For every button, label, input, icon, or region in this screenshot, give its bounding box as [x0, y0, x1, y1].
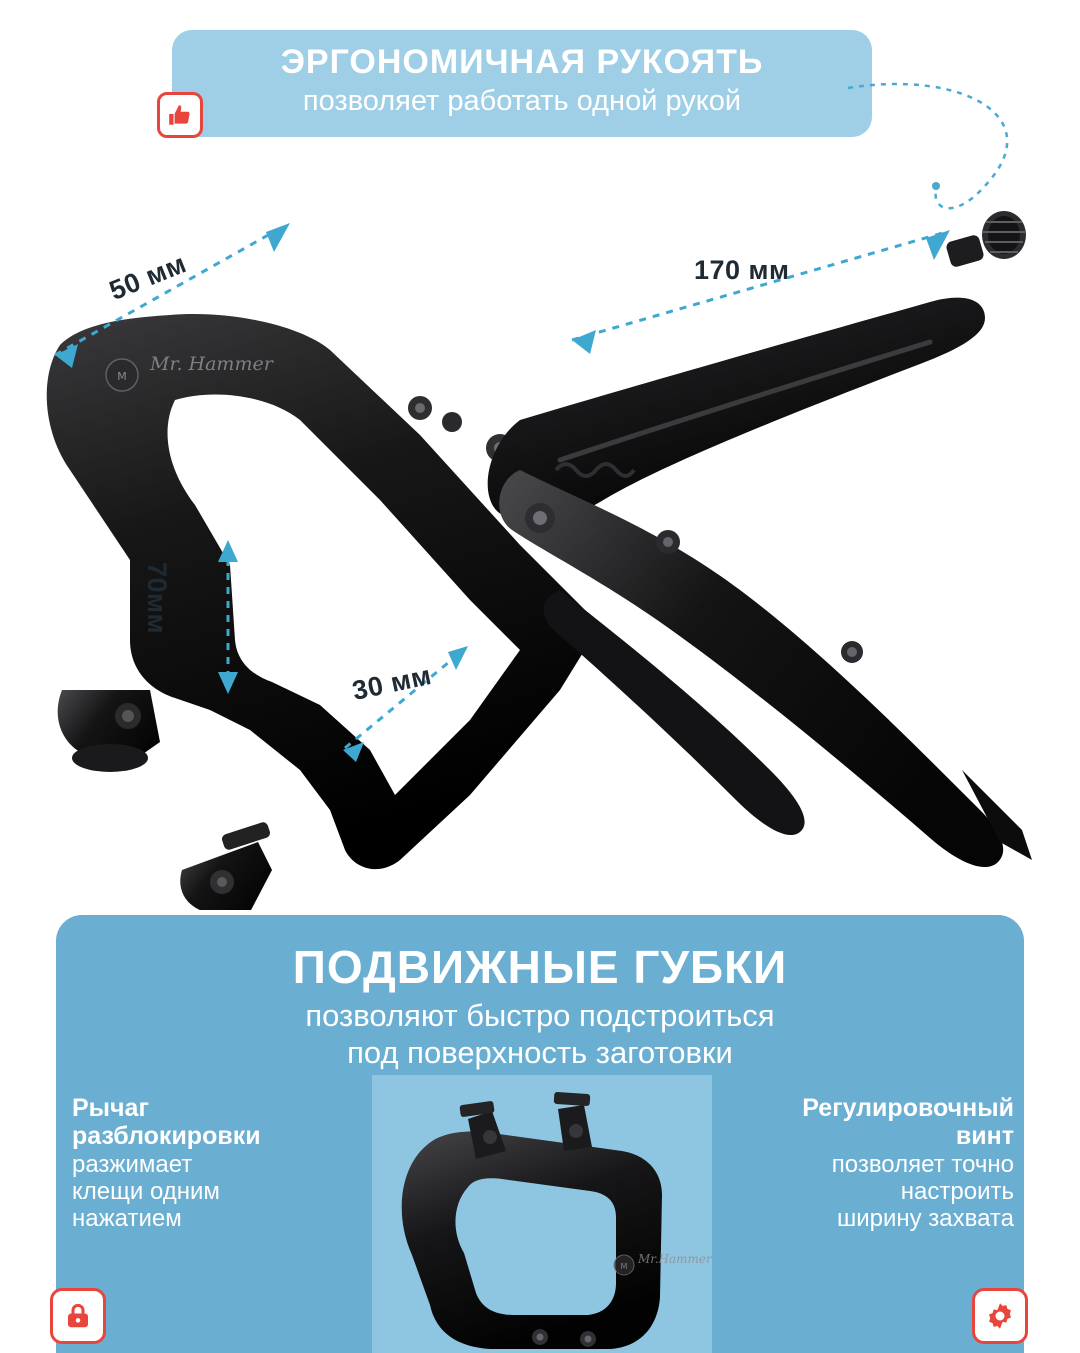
- bottom-panel-subtitle-line1: позволяют быстро подстроиться: [305, 998, 775, 1034]
- dimension-label-30mm: 30 мм: [349, 660, 435, 706]
- feature-release-lever: [72, 1095, 372, 1233]
- gear-icon: [985, 1301, 1015, 1331]
- feature-adjusting-screw: [714, 1095, 1014, 1233]
- svg-text:M: M: [620, 1262, 628, 1271]
- svg-text:Mr. Hammer: Mr. Hammer: [150, 353, 273, 375]
- feature-right-title-line1: Регулировочный: [802, 1094, 1014, 1122]
- svg-text:M: M: [117, 370, 127, 383]
- feature-left-body-line3: нажатием: [72, 1204, 182, 1232]
- dimension-label-170mm: 170 мм: [694, 255, 790, 285]
- top-banner-title: ЭРГОНОМИЧНАЯ РУКОЯТЬ: [280, 43, 764, 81]
- gear-badge: [972, 1288, 1028, 1344]
- thumbs-up-icon: [167, 102, 193, 128]
- bottom-panel: [56, 915, 1024, 1353]
- feature-left-body-line1: разжимает: [72, 1151, 193, 1178]
- top-banner: [172, 30, 872, 137]
- feature-right-body-line1: позволяет точно: [831, 1151, 1014, 1178]
- lock-badge: [50, 1288, 106, 1344]
- lock-icon: [63, 1301, 93, 1331]
- inset-photo-jaws: [372, 1075, 712, 1353]
- dimension-label-70mm: 70мм: [142, 562, 172, 634]
- product-photo: [0, 170, 1080, 910]
- feature-left-title-line1: Рычаг: [72, 1094, 149, 1122]
- top-banner-subtitle: позволяет работать одной рукой: [302, 85, 742, 118]
- thumbs-up-badge: [157, 92, 203, 138]
- feature-right-body-line3: ширину захвата: [836, 1204, 1014, 1232]
- bottom-panel-title: ПОДВИЖНЫЕ ГУБКИ: [292, 941, 788, 993]
- feature-right-title-line2: винт: [955, 1121, 1014, 1150]
- adjusting-screw: [945, 211, 1026, 268]
- feature-left-body-line2: клещи одним: [72, 1177, 220, 1205]
- bottom-panel-subtitle-line2: под поверхность заготовки: [347, 1035, 733, 1071]
- svg-text:Mr.Hammer: Mr.Hammer: [638, 1252, 712, 1266]
- clamp-jaws-illustration: [372, 1075, 712, 1353]
- feature-right-body-line2: настроить: [900, 1177, 1014, 1205]
- feature-left-title-line2: разблокировки: [72, 1121, 261, 1150]
- dimension-label-50mm: 50 мм: [105, 248, 191, 306]
